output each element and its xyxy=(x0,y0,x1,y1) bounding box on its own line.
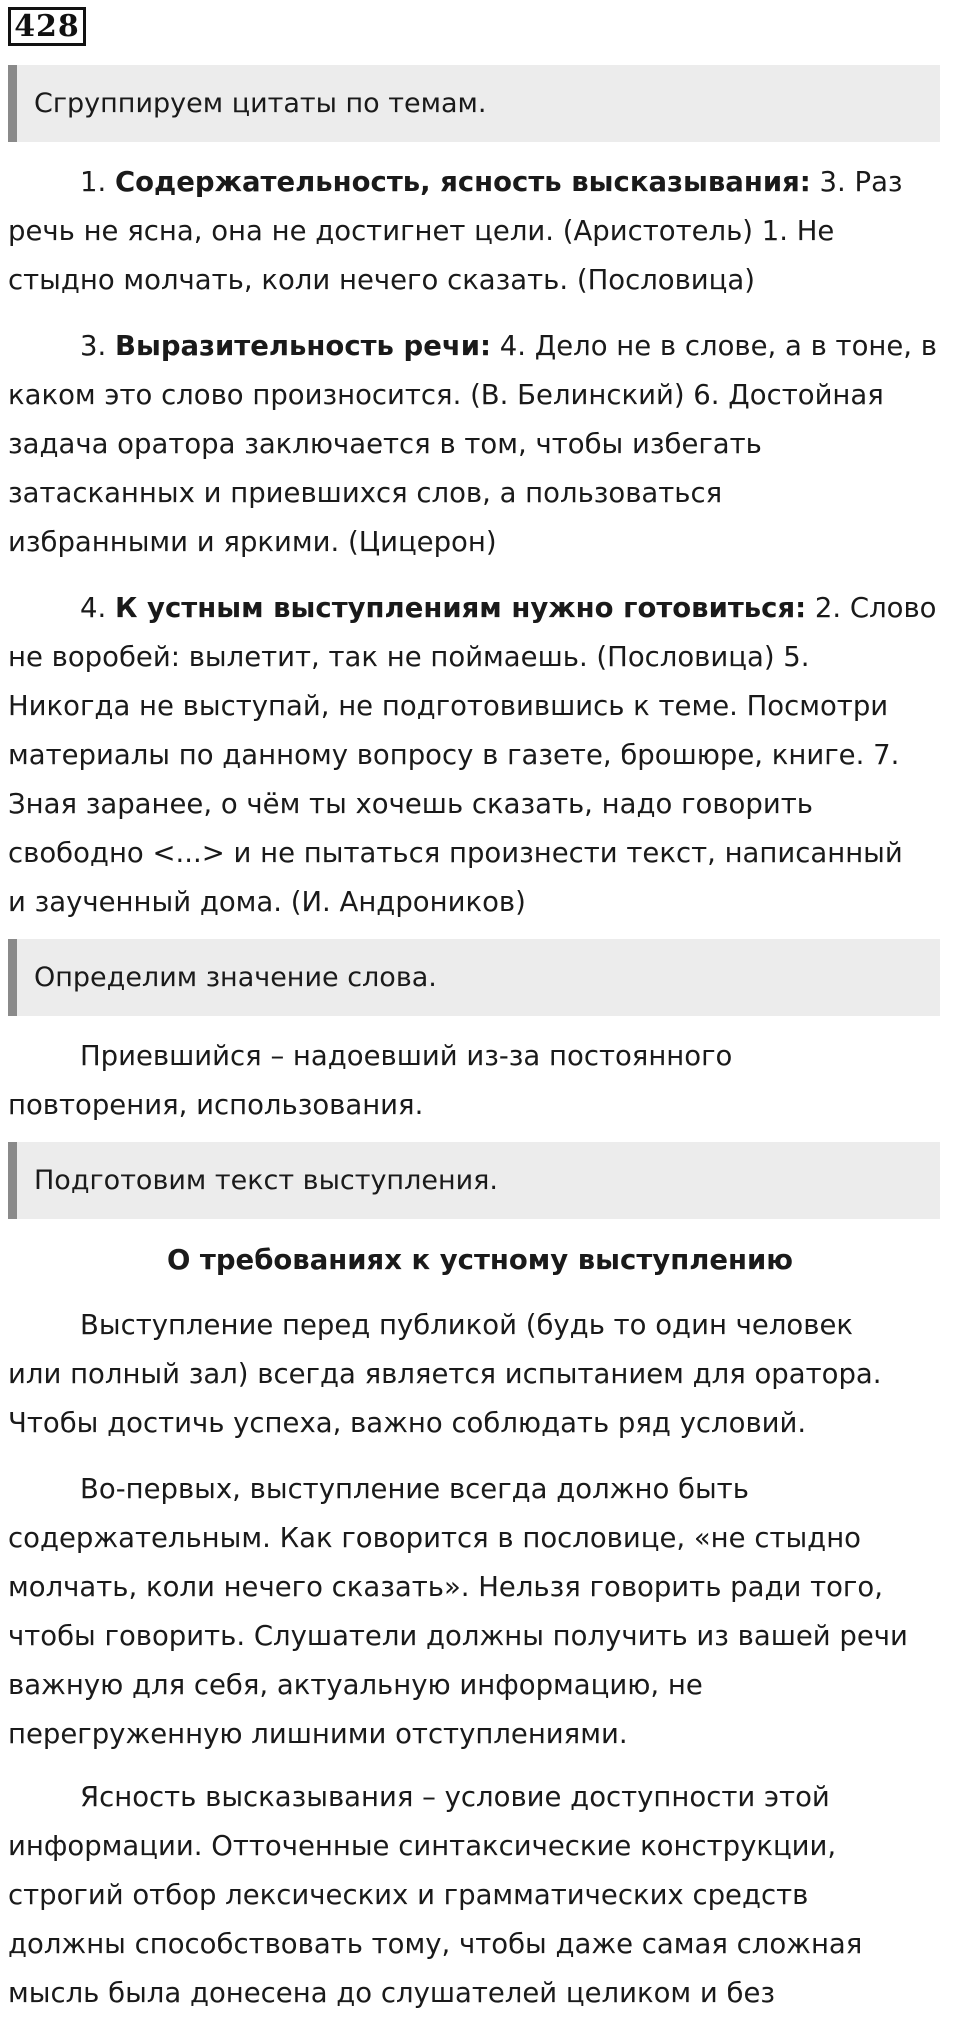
group4-theme: К устным выступлениям нужно готовиться: xyxy=(114,592,807,624)
quote-group-1 xyxy=(8,158,953,305)
group3-line-1: каком это слово произносится. (В. Белинский) 6. Достойная xyxy=(8,379,884,411)
group4-prefix: 4. xyxy=(80,592,115,624)
heading-group-quotes: Сгруппируем цитаты по темам. xyxy=(8,65,940,142)
speech-p1-line-1: или полный зал) всегда является испытанием для оратора. xyxy=(8,1358,882,1390)
task-number: 428 xyxy=(8,7,86,46)
speech-p1-line-2: Чтобы достичь успеха, важно соблюдать ряд условий. xyxy=(8,1407,807,1439)
word-definition xyxy=(8,1032,953,1130)
speech-p2-line-5: перегруженную лишними отступлениями. xyxy=(8,1718,628,1750)
speech-paragraph-2 xyxy=(8,1465,953,1759)
group1-prefix: 1. xyxy=(80,166,115,198)
group3-line-2: задача оратора заключается в том, чтобы избегать xyxy=(8,428,762,460)
group3-theme: Выразительность речи: xyxy=(114,330,492,362)
speech-title: О требованиях к устному выступлению xyxy=(166,1244,794,1276)
group4-line-0: 2. Слово xyxy=(806,592,937,624)
speech-p3-line-1: информации. Отточенные синтаксические конструкции, xyxy=(8,1830,837,1862)
group4-line-6: и заученный дома. (И. Андроников) xyxy=(8,886,526,918)
speech-p2-line-2: молчать, коли нечего сказать». Нельзя говорить ради того, xyxy=(8,1571,883,1603)
definition-line-1: повторения, использования. xyxy=(8,1089,424,1121)
speech-paragraph-3 xyxy=(8,1773,953,2018)
speech-p1-line-0: Выступление перед публикой (будь то один человек xyxy=(80,1309,853,1341)
speech-p3-line-2: строгий отбор лексических и грамматических средств xyxy=(8,1879,809,1911)
heading-prepare-speech: Подготовим текст выступления. xyxy=(8,1142,940,1219)
group1-line-2: стыдно молчать, коли нечего сказать. (Пословица) xyxy=(8,264,755,296)
group3-line-3: затасканных и приевшихся слов, а пользоваться xyxy=(8,477,723,509)
speech-p2-line-4: важную для себя, актуальную информацию, не xyxy=(8,1669,703,1701)
speech-p3-line-4: мысль была донесена до слушателей целиком и без xyxy=(8,1977,776,2009)
group4-line-5: свободно <...> и не пытаться произнести текст, написанный xyxy=(8,837,903,869)
group4-line-2: Никогда не выступай, не подготовившись к теме. Посмотри xyxy=(8,690,889,722)
speech-p3-line-3: должны способствовать тому, чтобы даже самая сложная xyxy=(8,1928,863,1960)
group4-line-1: не воробей: вылетит, так не поймаешь. (Пословица) 5. xyxy=(8,641,810,673)
group3-line-0: 4. Дело не в слове, а в тоне, в xyxy=(491,330,937,362)
speech-p2-line-3: чтобы говорить. Слушатели должны получить из вашей речи xyxy=(8,1620,908,1652)
quote-group-4 xyxy=(8,584,953,927)
speech-paragraph-1 xyxy=(8,1301,953,1448)
quote-group-3 xyxy=(8,322,953,567)
speech-p3-line-0: Ясность высказывания – условие доступности этой xyxy=(80,1781,830,1813)
speech-p2-line-0: Во-первых, выступление всегда должно быть xyxy=(80,1473,749,1505)
group4-line-3: материалы по данному вопросу в газете, брошюре, книге. 7. xyxy=(8,739,900,771)
group3-prefix: 3. xyxy=(80,330,115,362)
group1-theme: Содержательность, ясность высказывания: xyxy=(114,166,811,198)
group1-line-0: 3. Раз xyxy=(810,166,903,198)
speech-p2-line-1: содержательным. Как говорится в пословице, «не стыдно xyxy=(8,1522,861,1554)
group3-line-4: избранными и яркими. (Цицерон) xyxy=(8,526,497,558)
definition-line-0: Приевшийся – надоевший из-за постоянного xyxy=(80,1040,733,1072)
group1-line-1: речь не ясна, она не достигнет цели. (Аристотель) 1. Не xyxy=(8,215,835,247)
heading-word-meaning: Определим значение слова. xyxy=(8,939,940,1016)
group4-line-4: Зная заранее, о чём ты хочешь сказать, надо говорить xyxy=(8,788,813,820)
